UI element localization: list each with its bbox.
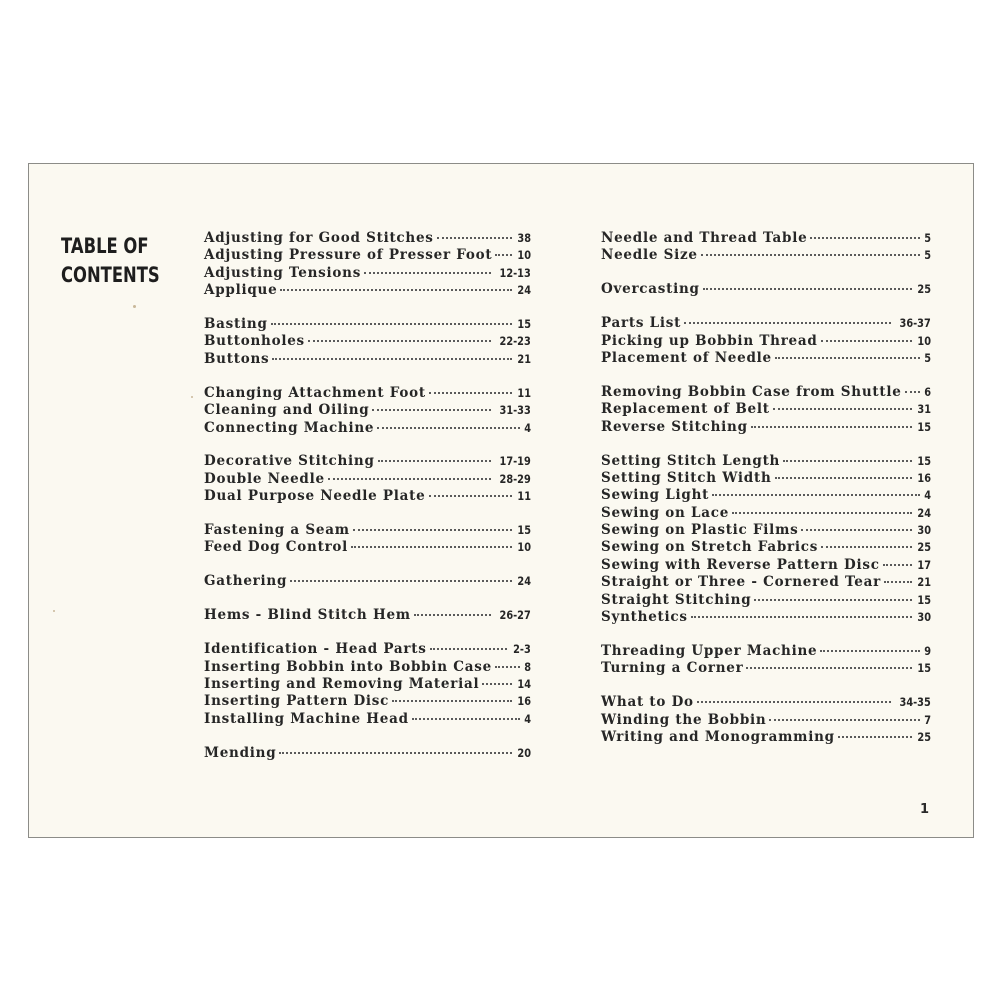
toc-entry-page: 4 [924,488,931,503]
toc-entry-page: 15 [517,317,531,332]
toc-entry-label: Synthetics [601,609,688,626]
dot-leader [703,288,912,290]
toc-entry-page: 25 [917,729,931,744]
toc-entry-label: Gathering [204,573,288,590]
dot-leader [430,648,508,650]
toc-entry [204,607,531,624]
toc-entry-page: 10 [917,333,931,348]
toc-entry-page: 10 [517,540,531,555]
dot-leader [412,718,520,720]
toc-group [601,643,931,678]
toc-entry-label: Inserting and Removing Material [204,675,480,692]
toc-group [204,573,531,590]
dot-leader [697,701,891,703]
toc-entry [601,539,931,556]
toc-group [601,453,931,627]
dot-leader [754,599,912,601]
toc-entry-label: Needle Size [601,247,698,264]
toc-entry [204,659,531,676]
toc-entry-label: Needle and Thread Table [601,230,808,246]
toc-entry-label: Removing Bobbin Case from Shuttle [601,383,902,400]
toc-entry [601,592,931,609]
toc-entry-label: Changing Attachment Foot [204,384,426,401]
toc-group [601,230,931,265]
toc-group [204,607,531,624]
toc-entry-page: 11 [517,489,531,504]
toc-entry-page: 31 [917,402,931,417]
toc-entry-page: 28-29 [499,471,531,486]
toc-entry-page: 12-13 [499,265,531,280]
toc-group [601,694,931,746]
toc-entry [204,333,531,350]
toc-entry [601,729,931,746]
dot-leader [495,666,520,668]
toc-title-line-2: CONTENTS [61,263,160,287]
toc-group [204,641,531,728]
toc-entry-label: Turning a Corner [601,660,744,677]
toc-entry-page: 21 [917,575,931,590]
page-number: 1 [919,802,929,817]
toc-entry-page: 30 [917,523,931,538]
dot-leader [272,358,512,360]
dot-leader [905,391,920,393]
toc-entry-page: 8 [524,659,531,674]
dot-leader [392,700,512,702]
toc-entry [204,316,531,333]
toc-entry-label: Adjusting Tensions [204,264,362,281]
toc-entry [601,574,931,591]
toc-entry [601,660,931,677]
toc-entry-page: 4 [524,711,531,726]
dot-leader [821,340,912,342]
dot-leader [482,683,512,685]
toc-entry-label: Winding the Bobbin [601,711,767,728]
toc-entry-label: Parts List [601,315,682,332]
toc-entry [204,230,531,247]
toc-entry-page: 24 [517,283,531,298]
dot-leader [280,289,512,291]
dot-leader [883,564,912,566]
toc-right-column [601,230,931,763]
toc-entry-label: Applique [204,282,278,299]
toc-entry-label: Setting Stitch Length [601,452,781,469]
dot-leader [746,667,912,669]
toc-title [61,232,160,290]
toc-entry-page: 2-3 [513,642,531,657]
toc-entry [204,539,531,556]
toc-entry [601,694,931,711]
toc-entry-label: Buttons [204,350,270,367]
toc-entry-label: What to Do [601,694,694,711]
dot-leader [429,392,512,394]
toc-entry-label: Inserting Pattern Disc [204,693,390,710]
toc-entry-page: 24 [517,574,531,589]
toc-group [204,230,531,300]
toc-entry-label: Sewing Light [601,487,710,504]
dot-leader [691,616,912,618]
toc-entry-label: Dual Purpose Needle Plate [204,488,426,505]
toc-entry-page: 26-27 [499,608,531,623]
toc-entry-page: 11 [517,385,531,400]
toc-entry-label: Cleaning and Oiling [204,402,370,419]
dot-leader [701,254,920,256]
toc-entry-label: Adjusting Pressure of Presser Foot [204,247,493,264]
toc-entry-page: 17-19 [499,454,531,469]
toc-entry [601,401,931,418]
toc-entry-label: Inserting Bobbin into Bobbin Case [204,658,492,675]
toc-entry [204,471,531,488]
toc-entry [601,470,931,487]
toc-entry [601,333,931,350]
dot-leader [414,614,491,616]
dot-leader [377,427,520,429]
toc-entry [204,745,531,762]
dot-leader [773,408,912,410]
dot-leader [308,340,491,342]
toc-entry-page: 9 [924,643,931,658]
dot-leader [290,580,512,582]
toc-entry-label: Connecting Machine [204,419,375,436]
toc-entry-page: 17 [917,557,931,572]
toc-entry-label: Overcasting [601,281,700,298]
toc-group [601,315,931,367]
toc-entry-label: Decorative Stitching [204,453,375,470]
toc-entry-page: 5 [924,248,931,263]
toc-group [204,453,531,505]
dot-leader [372,409,491,411]
dot-leader [279,752,512,754]
toc-entry [204,676,531,693]
toc-entry-label: Placement of Needle [601,349,772,366]
toc-entry [204,453,531,470]
dot-leader [495,254,512,256]
dot-leader [271,323,512,325]
toc-entry [204,488,531,505]
toc-entry-label: Basting [204,316,268,333]
dot-leader [838,736,912,738]
toc-entry-label: Straight or Three - Cornered Tear [601,574,881,591]
toc-entry [601,281,931,298]
toc-entry-label: Adjusting for Good Stitches [204,230,434,246]
toc-entry [204,385,531,402]
toc-entry [601,350,931,367]
toc-entry-page: 15 [917,592,931,607]
toc-entry-page: 20 [517,745,531,760]
toc-entry [204,573,531,590]
dot-leader [783,460,912,462]
toc-entry [601,384,931,401]
toc-entry-label: Fastening a Seam [204,522,350,539]
toc-entry [204,693,531,710]
paper-speck [191,396,193,398]
toc-entry-page: 22-23 [499,334,531,349]
toc-group [204,522,531,557]
dot-leader [769,719,920,721]
toc-entry-page: 25 [917,282,931,297]
toc-group [204,385,531,437]
toc-entry-page: 14 [517,676,531,691]
toc-entry-label: Reverse Stitching [601,418,748,435]
toc-entry [601,712,931,729]
toc-entry-label: Setting Stitch Width [601,469,772,486]
dot-leader [378,460,492,462]
toc-entry-label: Mending [204,744,277,761]
toc-entry-label: Double Needle [204,470,325,487]
toc-entry-label: Sewing on Lace [601,504,730,521]
toc-group [204,745,531,762]
toc-entry-label: Sewing on Plastic Films [601,522,799,539]
toc-entry-page: 5 [924,350,931,365]
toc-entry-page: 38 [517,231,531,245]
toc-entry [204,420,531,437]
toc-entry [601,505,931,522]
toc-entry-page: 5 [924,231,931,245]
toc-entry-page: 36-37 [899,316,931,331]
toc-entry-label: Installing Machine Head [204,710,409,727]
dot-leader [751,426,912,428]
toc-entry [601,419,931,436]
toc-entry-label: Identification - Head Parts [204,641,427,658]
toc-entry-page: 25 [917,540,931,555]
toc-entry-label: Threading Upper Machine [601,642,818,659]
toc-entry [204,351,531,368]
toc-group [601,281,931,298]
toc-entry-page: 15 [917,661,931,676]
toc-entry-label: Writing and Monogramming [601,728,835,745]
toc-entry [601,557,931,574]
toc-entry [204,282,531,299]
toc-entry-page: 24 [917,505,931,520]
toc-entry [204,522,531,539]
toc-group [204,316,531,368]
toc-group [601,384,931,436]
dot-leader [684,322,891,324]
toc-entry-page: 4 [524,420,531,435]
toc-entry-label: Sewing on Stretch Fabrics [601,539,819,556]
toc-entry-label: Feed Dog Control [204,539,349,556]
dot-leader [801,529,912,531]
dot-leader [364,272,491,274]
toc-entry [601,453,931,470]
toc-entry-label: Replacement of Belt [601,401,770,418]
toc-entry-page: 21 [517,351,531,366]
toc-entry-page: 31-33 [499,403,531,418]
toc-entry [204,711,531,728]
dot-leader [437,237,512,239]
dot-leader [353,529,512,531]
toc-entry-page: 15 [517,523,531,538]
toc-entry [204,265,531,282]
dot-leader [429,495,512,497]
toc-entry-label: Picking up Bobbin Thread [601,332,818,349]
toc-entry [601,230,931,247]
dot-leader [775,477,912,479]
toc-entry [204,247,531,264]
toc-entry-page: 6 [924,384,931,399]
toc-entry-page: 34-35 [899,695,931,710]
toc-entry [601,643,931,660]
toc-entry [204,402,531,419]
toc-entry-page: 16 [917,470,931,485]
dot-leader [820,650,920,652]
toc-entry-page: 10 [517,248,531,263]
toc-entry-page: 15 [917,453,931,468]
dot-leader [821,546,912,548]
dot-leader [884,581,912,583]
toc-title-line-1: TABLE OF [61,234,149,258]
dot-leader [732,512,912,514]
dot-leader [351,546,512,548]
toc-entry-label: Buttonholes [204,333,305,350]
manual-page [28,163,974,838]
toc-entry [601,487,931,504]
paper-speck [133,305,136,308]
toc-entry-label: Hems - Blind Stitch Hem [204,607,411,624]
toc-left-column [204,230,531,778]
toc-entry [204,641,531,658]
dot-leader [712,494,920,496]
toc-entry [601,247,931,264]
toc-entry-label: Sewing with Reverse Pattern Disc [601,556,880,573]
dot-leader [810,237,920,239]
dot-leader [775,357,920,359]
paper-speck [53,610,55,612]
toc-entry-label: Straight Stitching [601,591,752,608]
toc-entry-page: 15 [917,419,931,434]
toc-entry [601,522,931,539]
toc-entry [601,315,931,332]
toc-entry-page: 16 [517,694,531,709]
dot-leader [328,478,491,480]
toc-entry [601,609,931,626]
toc-entry-page: 7 [924,712,931,727]
toc-entry-page: 30 [917,610,931,625]
